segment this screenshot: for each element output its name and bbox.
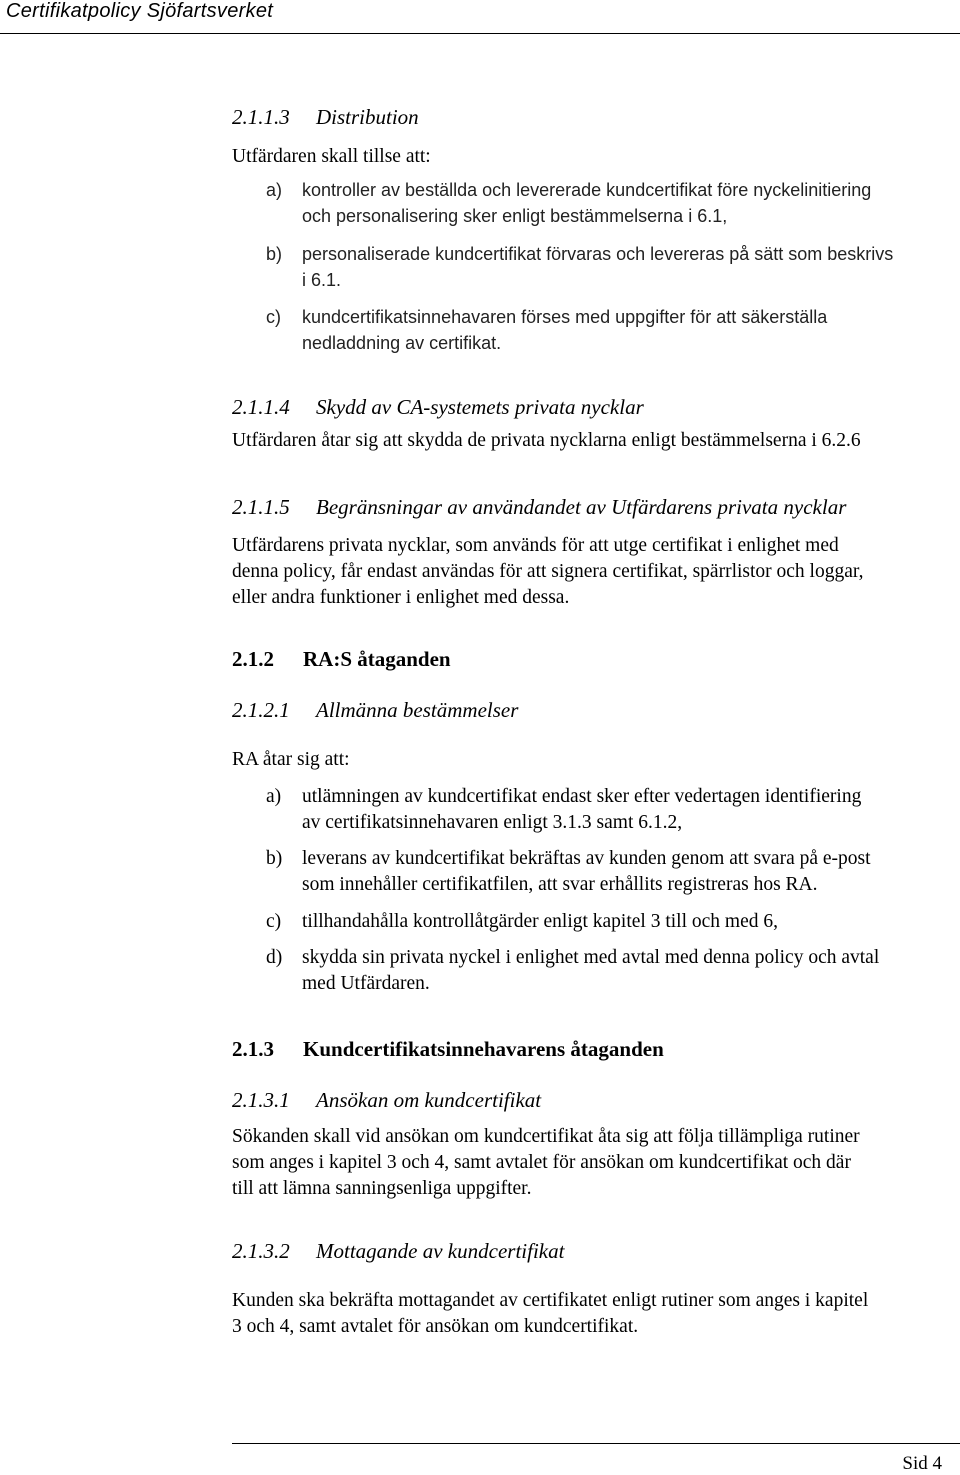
heading-number: 2.1.3.1: [232, 1088, 290, 1112]
list-letter: a): [266, 786, 282, 807]
header-rule: [0, 33, 960, 34]
list-item-line: skydda sin privata nyckel i enlighet med avtal med denna policy och avtal: [302, 947, 880, 968]
list-item-line: nedladdning av certifikat.: [302, 333, 502, 353]
heading-title: Begränsningar av användandet av Utfärdarens privata nycklar: [316, 495, 847, 519]
heading-title: Distribution: [316, 105, 419, 129]
list-item-line: av certifikatsinnehavaren enligt 3.1.3 samt 6.1.2,: [302, 812, 683, 833]
paragraph-line: till att lämna sanningsenliga uppgifter.: [232, 1178, 532, 1199]
paragraph-line: 3 och 4, samt avtalet för ansökan om kundcertifikat.: [232, 1316, 639, 1337]
heading-number: 2.1.3: [232, 1037, 274, 1061]
heading-title: Kundcertifikatsinnehavarens åtaganden: [303, 1037, 664, 1061]
heading-2121: [232, 697, 518, 723]
heading-title: Allmänna bestämmelser: [316, 698, 519, 722]
heading-number: 2.1.1.4: [232, 395, 290, 419]
list-letter: d): [266, 947, 283, 968]
heading-213: [232, 1036, 664, 1062]
list-item-line: med Utfärdaren.: [302, 973, 430, 994]
intro-2121: RA åtar sig att:: [232, 749, 350, 770]
paragraph-line: som anges i kapitel 3 och 4, samt avtalet för ansökan om kundcertifikat och där: [232, 1152, 851, 1173]
heading-2113: [232, 104, 419, 130]
heading-title: Skydd av CA-systemets privata nycklar: [316, 395, 644, 419]
paragraph-line: eller andra funktioner i enlighet med dessa.: [232, 587, 570, 608]
heading-title: RA:S åtaganden: [303, 647, 451, 671]
list-item-line: personaliserade kundcertifikat förvaras och levereras på sätt som beskrivs: [302, 244, 894, 264]
list-item-line: utlämningen av kundcertifikat endast sker efter vedertagen identifiering: [302, 786, 862, 807]
heading-number: 2.1.2.1: [232, 698, 290, 722]
heading-2115: [232, 494, 846, 520]
list-letter: b): [266, 244, 283, 264]
heading-212: [232, 646, 451, 672]
list-letter: a): [266, 180, 283, 200]
heading-number: 2.1.1.5: [232, 495, 290, 519]
heading-number: 2.1.3.2: [232, 1239, 290, 1263]
heading-2114: [232, 394, 644, 420]
paragraph-line: Kunden ska bekräfta mottagandet av certifikatet enligt rutiner som anges i kapitel: [232, 1290, 869, 1311]
list-item-line: och personalisering sker enligt bestämmelserna i 6.1,: [302, 206, 728, 226]
page-header: [0, 0, 960, 36]
intro-2113: Utfärdaren skall tillse att:: [232, 146, 431, 167]
list-item-line: kontroller av beställda och levererade kundcertifikat före nyckelinitiering: [302, 180, 872, 200]
heading-title: Ansökan om kundcertifikat: [316, 1088, 542, 1112]
list-item-line: tillhandahålla kontrollåtgärder enligt kapitel 3 till och med 6,: [302, 911, 778, 932]
paragraph-line: denna policy, får endast användas för att signera certifikat, spärrlistor och loggar,: [232, 561, 864, 582]
heading-title: Mottagande av kundcertifikat: [316, 1239, 565, 1263]
list-item-line: som innehåller certifikatfilen, att svar erhållits registreras hos RA.: [302, 874, 818, 895]
list-item-line: kundcertifikatsinnehavaren förses med uppgifter för att säkerställa: [302, 307, 828, 327]
paragraph-2114: Utfärdaren åtar sig att skydda de privata nycklarna enligt bestämmelserna i 6.2.6: [232, 430, 861, 451]
heading-number: 2.1.1.3: [232, 105, 290, 129]
list-letter: c): [266, 911, 282, 932]
heading-2131: [232, 1087, 541, 1113]
heading-number: 2.1.2: [232, 647, 274, 671]
paragraph-line: Sökanden skall vid ansökan om kundcertifikat åta sig att följa tillämpliga rutiner: [232, 1126, 860, 1147]
header-title: Certifikatpolicy Sjöfartsverket: [6, 0, 274, 22]
footer-rule: [232, 1443, 960, 1444]
list-letter: c): [266, 307, 281, 327]
heading-2132: [232, 1238, 564, 1264]
page-number: Sid 4: [902, 1453, 942, 1474]
list-item-line: i 6.1.: [302, 270, 342, 290]
list-letter: b): [266, 848, 283, 869]
paragraph-line: Utfärdarens privata nycklar, som används för att utge certifikat i enlighet med: [232, 535, 839, 556]
list-item-line: leverans av kundcertifikat bekräftas av kunden genom att svara på e-post: [302, 848, 871, 869]
